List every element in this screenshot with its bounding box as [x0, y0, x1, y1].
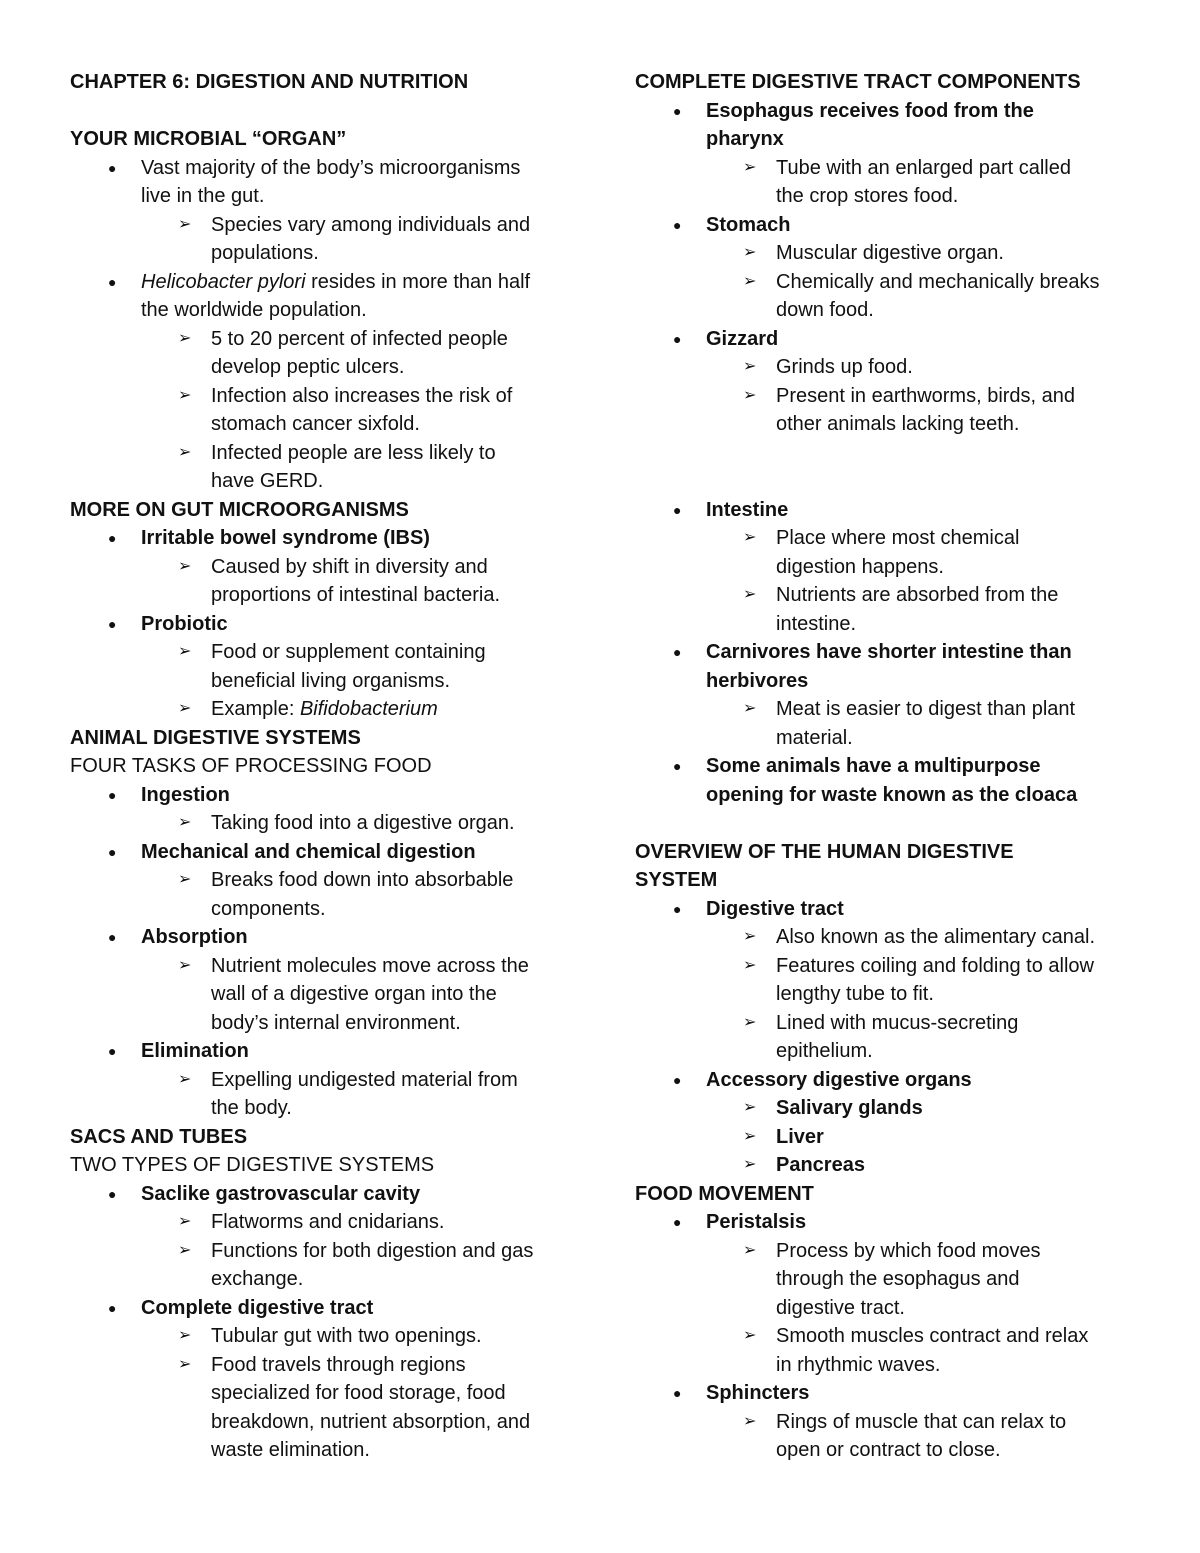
bullet-dot-icon: ● — [673, 216, 682, 233]
arrow-bullet-icon: ➢ — [178, 814, 192, 831]
sub-bullet-item — [70, 809, 570, 838]
line-text: Breaks food down into absorbable — [211, 869, 514, 891]
bullet-item — [635, 125, 1155, 154]
sub-bullet-item — [70, 410, 570, 439]
arrow-bullet-icon: ➢ — [178, 643, 192, 660]
line-text: in rhythmic waves. — [776, 1353, 941, 1376]
line-text: Chemically and mechanically breaks — [776, 270, 1100, 293]
sub-bullet-item — [635, 1351, 1155, 1380]
line-text: MORE ON GUT MICROORGANISMS — [70, 498, 409, 521]
line-text: Taking food into a digestive organ. — [211, 812, 515, 834]
sub-bullet-item — [70, 1009, 570, 1038]
sub-bullet-item — [70, 467, 570, 496]
blank-line — [635, 467, 1155, 496]
line-text: specialized for food storage, food — [211, 1382, 506, 1404]
bullet-item — [70, 268, 570, 297]
sub-bullet-item — [70, 1322, 570, 1351]
bullet-item — [635, 1379, 1155, 1408]
sub-bullet-item — [70, 1265, 570, 1294]
bullet-dot-icon: ● — [108, 843, 117, 860]
line-text: Some animals have a multipurpose — [706, 755, 1041, 777]
blank-line — [635, 439, 1155, 468]
sub-bullet-item — [70, 1408, 570, 1437]
right-column — [635, 68, 1155, 1465]
sub-bullet-item — [70, 1436, 570, 1465]
sub-bullet-item — [635, 382, 1155, 411]
line-text: other animals lacking teeth. — [776, 413, 1020, 435]
arrow-bullet-icon: ➢ — [743, 1013, 757, 1031]
bullet-dot-icon: ● — [673, 1385, 682, 1401]
sub-bullet-item — [70, 1379, 570, 1408]
line-text: Carnivores have shorter intestine than — [706, 641, 1072, 663]
bullet-item — [635, 781, 1155, 810]
bullet-item — [70, 1180, 570, 1209]
line-text: beneficial living organisms. — [211, 669, 451, 692]
arrow-bullet-icon: ➢ — [743, 700, 757, 717]
italic-term: Helicobacter pylori — [141, 270, 306, 293]
line-text: Nutrients are absorbed from the — [776, 584, 1059, 606]
bullet-item — [635, 895, 1155, 924]
line-text: Food or supplement containing — [211, 641, 486, 663]
bullet-dot-icon: ● — [108, 1185, 117, 1202]
line-text: Digestive tract — [706, 897, 844, 920]
section-heading — [70, 496, 570, 525]
line-text: 5 to 20 percent of infected people — [211, 327, 508, 350]
line-text: Meat is easier to digest than plant — [776, 698, 1076, 720]
arrow-bullet-icon: ➢ — [743, 529, 757, 546]
sub-bullet-item — [70, 952, 570, 981]
line-text: Vast majority of the body’s microorganisms — [141, 156, 521, 179]
left-column — [70, 68, 570, 1465]
line-text: Tubular gut with two openings. — [211, 1325, 482, 1347]
sub-bullet-item — [70, 1237, 570, 1266]
sub-bullet-item — [635, 154, 1155, 183]
line-text: Esophagus receives food from the — [706, 99, 1034, 122]
bullet-item — [635, 1208, 1155, 1237]
line-text: Elimination — [141, 1040, 249, 1062]
arrow-bullet-icon: ➢ — [178, 215, 192, 233]
sub-bullet-item — [70, 638, 570, 667]
arrow-bullet-icon: ➢ — [178, 1241, 192, 1259]
bullet-dot-icon: ● — [673, 330, 682, 347]
line-text: resides in more than half — [311, 270, 531, 293]
line-text: have GERD. — [211, 470, 324, 492]
sub-bullet-item — [635, 239, 1155, 268]
line-text: CHAPTER 6: DIGESTION AND NUTRITION — [70, 71, 469, 93]
line-text: Ingestion — [141, 783, 230, 806]
section-subheading — [70, 752, 570, 781]
line-text: Complete digestive tract — [141, 1296, 374, 1319]
line-text: waste elimination. — [211, 1439, 370, 1461]
sub-bullet-item — [635, 1151, 1155, 1180]
bullet-item — [70, 296, 570, 325]
line-text: through the esophagus and — [776, 1268, 1020, 1290]
line-text: develop peptic ulcers. — [211, 356, 405, 378]
line-text: Rings of muscle that can relax to — [776, 1410, 1067, 1433]
section-heading — [635, 1180, 1155, 1209]
sub-bullet-item — [635, 1094, 1155, 1123]
sub-bullet-item — [635, 296, 1155, 325]
line-text: components. — [211, 897, 326, 920]
sub-bullet-item — [635, 1265, 1155, 1294]
arrow-bullet-icon: ➢ — [178, 386, 192, 404]
arrow-bullet-icon: ➢ — [178, 956, 192, 974]
sub-bullet-item — [70, 239, 570, 268]
sub-bullet-item — [635, 553, 1155, 582]
arrow-bullet-icon: ➢ — [743, 956, 757, 974]
line-text: FOUR TASKS OF PROCESSING FOOD — [70, 755, 432, 777]
sub-bullet-item — [635, 1322, 1155, 1351]
sub-bullet-item — [635, 1037, 1155, 1066]
section-heading — [70, 125, 570, 154]
line-text: herbivores — [706, 669, 809, 692]
line-text: Irritable bowel syndrome (IBS) — [141, 527, 430, 549]
sub-bullet-item — [635, 524, 1155, 553]
sub-bullet-item — [635, 581, 1155, 610]
bullet-item — [70, 923, 570, 952]
section-heading — [70, 1123, 570, 1152]
line-text: Tube with an enlarged part called — [776, 156, 1071, 179]
sub-bullet-item — [635, 1436, 1155, 1465]
bullet-dot-icon: ● — [108, 1043, 117, 1059]
bullet-dot-icon: ● — [108, 1299, 117, 1316]
sub-bullet-item — [635, 695, 1155, 724]
arrow-bullet-icon: ➢ — [743, 1327, 757, 1344]
sub-bullet-item — [635, 980, 1155, 1009]
line-text: the body. — [211, 1097, 292, 1119]
sub-bullet-item — [635, 268, 1155, 297]
bullet-dot-icon: ● — [673, 1071, 682, 1088]
line-text: Example: — [211, 698, 300, 720]
bullet-item — [70, 610, 570, 639]
sub-bullet-item — [635, 952, 1155, 981]
arrow-bullet-icon: ➢ — [743, 158, 757, 176]
line-text: Expelling undigested material from — [211, 1068, 518, 1091]
line-text: Features coiling and folding to allow — [776, 954, 1094, 977]
line-text: Lined with mucus-secreting — [776, 1011, 1019, 1034]
arrow-bullet-icon: ➢ — [743, 1156, 757, 1173]
line-text: the worldwide population. — [141, 299, 367, 321]
section-subheading — [70, 1151, 570, 1180]
bullet-item — [70, 1037, 570, 1066]
sub-bullet-item — [70, 1066, 570, 1095]
line-text: Functions for both digestion and gas — [211, 1239, 534, 1262]
line-text: Smooth muscles contract and relax — [776, 1325, 1089, 1347]
line-text: Liver — [776, 1125, 824, 1148]
sub-bullet-item — [70, 325, 570, 354]
line-text: the crop stores food. — [776, 185, 959, 207]
line-text: OVERVIEW OF THE HUMAN DIGESTIVE — [635, 840, 1014, 863]
bullet-dot-icon: ● — [108, 929, 117, 945]
bullet-dot-icon: ● — [673, 900, 682, 917]
arrow-bullet-icon: ➢ — [743, 244, 757, 261]
sub-bullet-item — [635, 724, 1155, 753]
arrow-bullet-icon: ➢ — [743, 272, 757, 290]
sub-bullet-item — [635, 410, 1155, 439]
sub-bullet-item — [70, 980, 570, 1009]
line-text: Process by which food moves — [776, 1239, 1041, 1262]
sub-bullet-item — [70, 1094, 570, 1123]
bullet-item — [635, 752, 1155, 781]
sub-bullet-item — [70, 866, 570, 895]
bullet-dot-icon: ● — [108, 159, 117, 176]
bullet-dot-icon: ● — [673, 644, 682, 660]
bullet-dot-icon: ● — [108, 615, 117, 632]
line-text: open or contract to close. — [776, 1439, 1001, 1461]
line-text: lengthy tube to fit. — [776, 983, 934, 1005]
section-heading — [635, 68, 1155, 97]
sub-bullet-item — [635, 1408, 1155, 1437]
line-text: opening for waste known as the cloaca — [706, 783, 1078, 806]
arrow-bullet-icon: ➢ — [178, 329, 192, 347]
sub-bullet-item — [70, 439, 570, 468]
line-text: Muscular digestive organ. — [776, 242, 1004, 264]
sub-bullet-item — [635, 1294, 1155, 1323]
sub-bullet-item — [635, 182, 1155, 211]
line-text: body’s internal environment. — [211, 1011, 461, 1034]
bullet-dot-icon: ● — [673, 102, 682, 119]
section-heading — [70, 724, 570, 753]
sub-bullet-item — [70, 695, 570, 724]
sub-bullet-item — [635, 923, 1155, 952]
bullet-item — [70, 781, 570, 810]
sub-bullet-item — [635, 1009, 1155, 1038]
line-text: proportions of intestinal bacteria. — [211, 584, 501, 606]
line-text: Accessory digestive organs — [706, 1068, 972, 1091]
italic-term: Bifidobacterium — [299, 698, 438, 720]
line-text: Stomach — [706, 213, 791, 236]
line-text: YOUR MICROBIAL “ORGAN” — [70, 128, 347, 150]
line-text: wall of a digestive organ into the — [211, 983, 497, 1005]
line-text: Species vary among individuals and — [211, 213, 531, 236]
bullet-item — [70, 154, 570, 183]
arrow-bullet-icon: ➢ — [178, 871, 192, 888]
blank-line — [70, 97, 570, 126]
arrow-bullet-icon: ➢ — [178, 700, 192, 717]
sub-bullet-item — [635, 610, 1155, 639]
line-text: exchange. — [211, 1268, 304, 1290]
sub-bullet-item — [70, 211, 570, 240]
line-text: Absorption — [141, 926, 248, 948]
bullet-item — [70, 1294, 570, 1323]
sub-bullet-item — [70, 1351, 570, 1380]
line-text: Flatworms and cnidarians. — [211, 1211, 445, 1233]
line-text: down food. — [776, 299, 874, 321]
bullet-item — [635, 1066, 1155, 1095]
line-text: Sphincters — [706, 1382, 810, 1404]
sub-bullet-item — [70, 1208, 570, 1237]
arrow-bullet-icon: ➢ — [743, 586, 757, 603]
arrow-bullet-icon: ➢ — [743, 928, 757, 945]
sub-bullet-item — [70, 553, 570, 582]
arrow-bullet-icon: ➢ — [743, 1099, 757, 1116]
bullet-item — [635, 667, 1155, 696]
line-text: Nutrient molecules move across the — [211, 954, 529, 977]
bullet-item — [635, 638, 1155, 667]
line-text: ANIMAL DIGESTIVE SYSTEMS — [70, 726, 361, 749]
line-text: material. — [776, 726, 853, 749]
line-text: Gizzard — [706, 327, 779, 350]
bullet-item — [635, 496, 1155, 525]
line-text: SYSTEM — [635, 869, 718, 891]
line-text: SACS AND TUBES — [70, 1125, 248, 1148]
bullet-dot-icon: ● — [673, 758, 682, 774]
bullet-dot-icon: ● — [108, 530, 117, 546]
arrow-bullet-icon: ➢ — [178, 1213, 192, 1230]
arrow-bullet-icon: ➢ — [178, 1355, 192, 1373]
line-text: Place where most chemical — [776, 527, 1020, 549]
line-text: Pancreas — [776, 1154, 865, 1176]
line-text: Infection also increases the risk of — [211, 384, 513, 407]
arrow-bullet-icon: ➢ — [178, 1327, 192, 1344]
bullet-dot-icon: ● — [673, 1214, 682, 1230]
section-heading — [635, 866, 1155, 895]
line-text: digestion happens. — [776, 555, 944, 578]
line-text: pharynx — [706, 128, 784, 150]
sub-bullet-item — [635, 1123, 1155, 1152]
line-text: FOOD MOVEMENT — [635, 1182, 814, 1205]
line-text: Grinds up food. — [776, 356, 913, 378]
arrow-bullet-icon: ➢ — [743, 386, 757, 404]
sub-bullet-item — [70, 895, 570, 924]
arrow-bullet-icon: ➢ — [743, 1241, 757, 1259]
sub-bullet-item — [70, 581, 570, 610]
sub-bullet-item — [70, 382, 570, 411]
line-text: Also known as the alimentary canal. — [776, 926, 1096, 948]
line-text: Present in earthworms, birds, and — [776, 384, 1076, 407]
line-text: Salivary glands — [776, 1097, 923, 1119]
line-text: intestine. — [776, 612, 857, 635]
arrow-bullet-icon: ➢ — [743, 1412, 757, 1430]
arrow-bullet-icon: ➢ — [178, 557, 192, 575]
line-text: digestive tract. — [776, 1296, 905, 1319]
bullet-dot-icon: ● — [673, 501, 682, 518]
line-text: Infected people are less likely to — [211, 441, 496, 464]
line-text: Food travels through regions — [211, 1353, 466, 1376]
line-text: Probiotic — [141, 612, 228, 635]
arrow-bullet-icon: ➢ — [178, 1070, 192, 1088]
section-heading — [635, 838, 1155, 867]
arrow-bullet-icon: ➢ — [178, 443, 192, 461]
sub-bullet-item — [70, 353, 570, 382]
sub-bullet-item — [635, 1237, 1155, 1266]
line-text: TWO TYPES OF DIGESTIVE SYSTEMS — [70, 1154, 435, 1176]
line-text: Saclike gastrovascular cavity — [141, 1182, 421, 1205]
line-text: populations. — [211, 242, 319, 264]
sub-bullet-item — [635, 353, 1155, 382]
bullet-item — [635, 97, 1155, 126]
line-text: Intestine — [706, 498, 789, 521]
section-heading — [70, 68, 570, 97]
blank-line — [635, 809, 1155, 838]
bullet-item — [635, 325, 1155, 354]
line-text: Mechanical and chemical digestion — [141, 840, 476, 863]
line-text: epithelium. — [776, 1040, 873, 1062]
bullet-dot-icon: ● — [108, 273, 117, 290]
arrow-bullet-icon: ➢ — [743, 1127, 757, 1145]
bullet-item — [70, 838, 570, 867]
sub-bullet-item — [70, 667, 570, 696]
line-text: breakdown, nutrient absorption, and — [211, 1410, 531, 1433]
line-text: COMPLETE DIGESTIVE TRACT COMPONENTS — [635, 71, 1081, 93]
bullet-item — [70, 182, 570, 211]
line-text: Peristalsis — [706, 1211, 807, 1233]
line-text: stomach cancer sixfold. — [211, 413, 420, 435]
line-text: Caused by shift in diversity and — [211, 555, 488, 578]
line-text: live in the gut. — [141, 185, 265, 207]
bullet-item — [70, 524, 570, 553]
arrow-bullet-icon: ➢ — [743, 358, 757, 375]
bullet-item — [635, 211, 1155, 240]
bullet-dot-icon: ● — [108, 786, 117, 803]
